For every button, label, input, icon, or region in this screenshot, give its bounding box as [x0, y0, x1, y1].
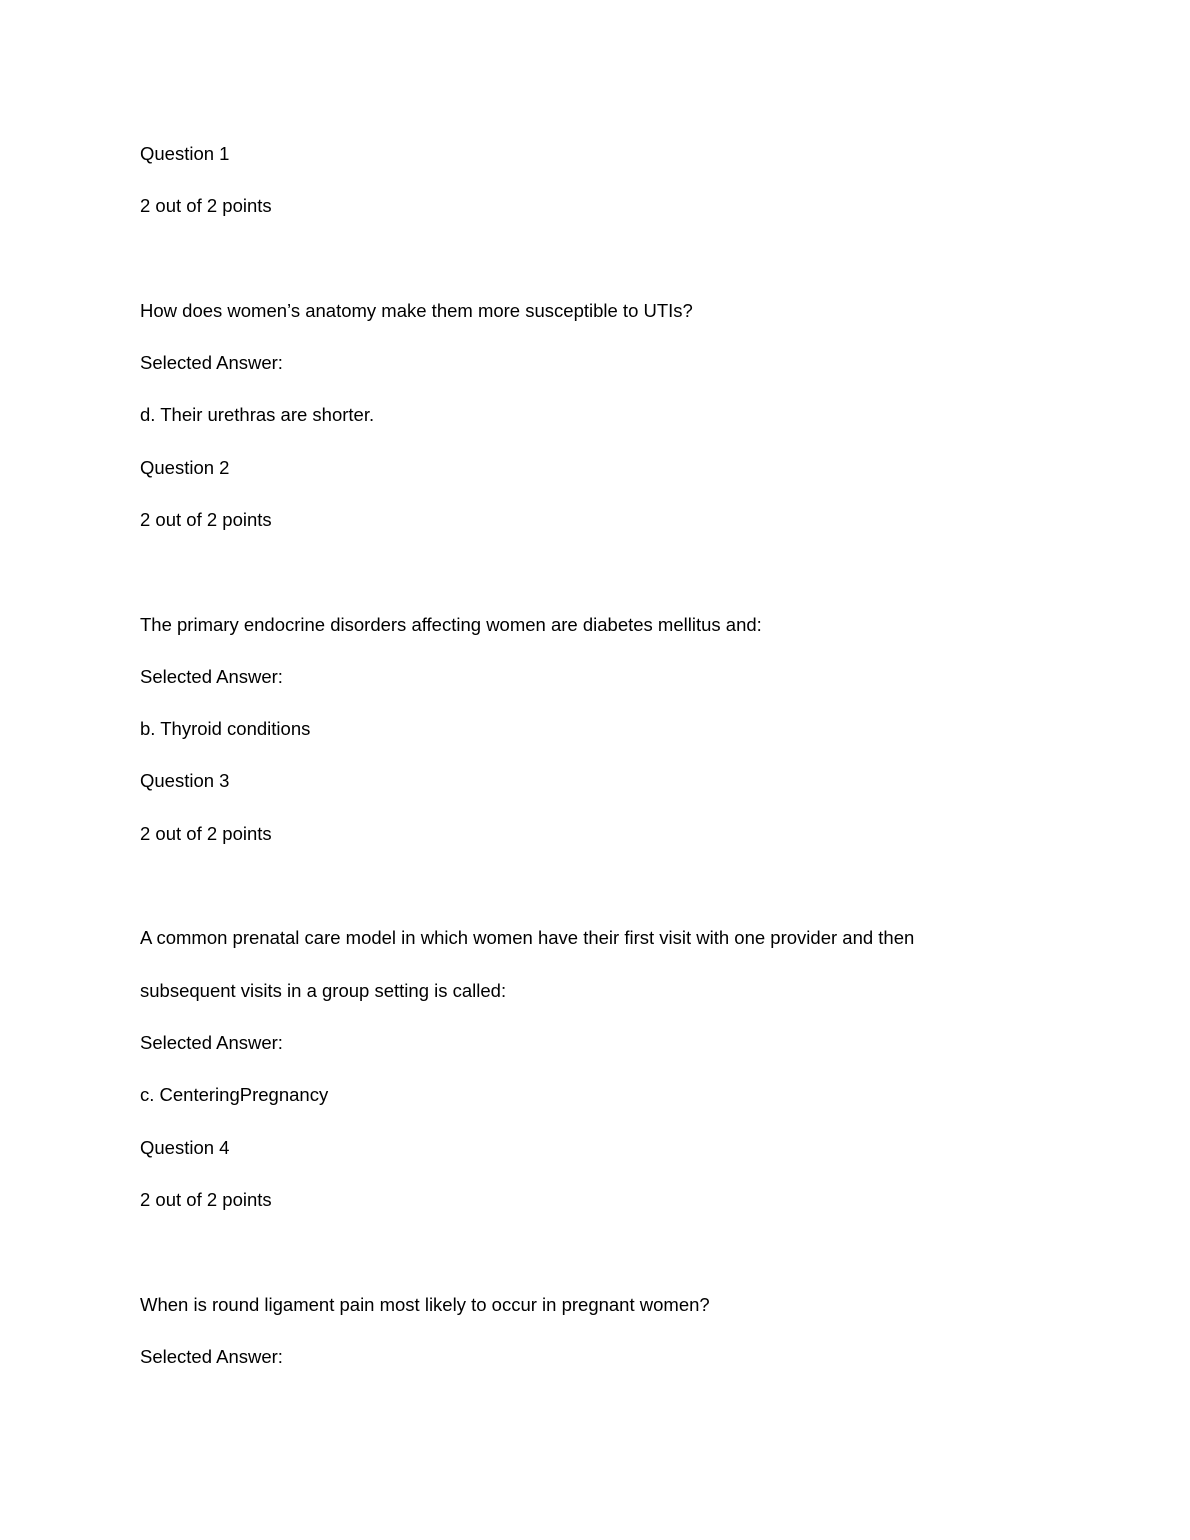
selected-answer-label: Selected Answer:	[140, 666, 283, 687]
question-points: 2 out of 2 points	[140, 509, 272, 530]
selected-answer-label: Selected Answer:	[140, 352, 283, 373]
question-prompt: How does women’s anatomy make them more susceptible to UTIs?	[140, 300, 693, 321]
question-points: 2 out of 2 points	[140, 195, 272, 216]
question-points: 2 out of 2 points	[140, 823, 272, 844]
question-heading: Question 2	[140, 457, 230, 478]
question-prompt: When is round ligament pain most likely to occur in pregnant women?	[140, 1294, 710, 1315]
selected-answer: d. Their urethras are shorter.	[140, 404, 375, 425]
question-prompt: A common prenatal care model in which women have their first visit with one provider and then	[140, 927, 915, 948]
selected-answer: c. CenteringPregnancy	[140, 1084, 329, 1105]
question-heading: Question 4	[140, 1137, 230, 1158]
selected-answer-label: Selected Answer:	[140, 1346, 283, 1367]
selected-answer: b. Thyroid conditions	[140, 718, 311, 739]
question-heading: Question 1	[140, 143, 230, 164]
question-points: 2 out of 2 points	[140, 1189, 272, 1210]
question-prompt: subsequent visits in a group setting is called:	[140, 980, 507, 1001]
selected-answer-label: Selected Answer:	[140, 1032, 283, 1053]
question-prompt: The primary endocrine disorders affecting women are diabetes mellitus and:	[140, 614, 762, 635]
question-heading: Question 3	[140, 770, 230, 791]
